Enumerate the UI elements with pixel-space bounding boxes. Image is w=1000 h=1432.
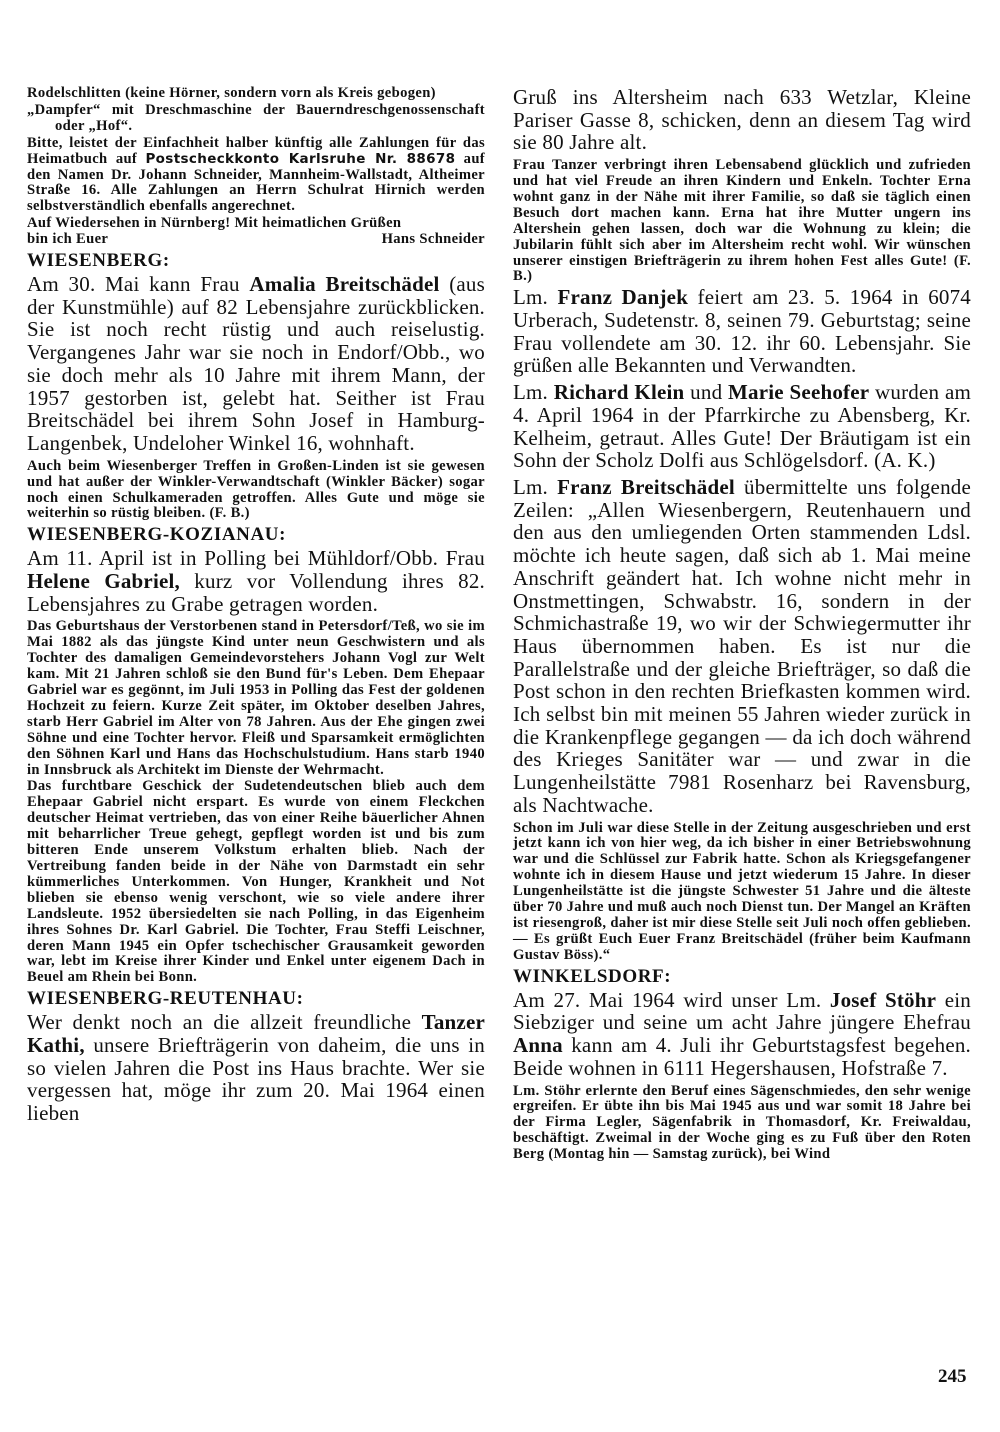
page-number: 245	[938, 1366, 967, 1387]
text-segment: Wer denkt noch an die allzeit freundliche	[27, 1010, 422, 1035]
text-segment: Rodelschlitten (keine Hörner, sondern vorn als Kreis gebogen)	[27, 85, 436, 101]
paragraph	[27, 1011, 485, 1125]
text-segment: übermittelte uns folgende Zeilen: „Allen Wiesenbergern, Reutenhauern und den aus den umliegenden Orten stammenden Ldsl. möchte ich heute sagen, daß sich ab 1. Mai meine Anschrift geändert hat. Ich wohne nicht mehr in Onstmettingen, Schwabstr. 16, sondern in der Schmichastraße 19, wo wir der Schwiegermutter ihr Haus übernommen haben. Es ist nur die Parallelstraße und der gleiche Briefträger, so daß die Post schon in den rechten Briefkasten kommen wird. Ich selbst bin mit meinen 55 Jahren wieder zurück in die Krankenpflege gegangen — da ich doch während des Krieges Sanitäter war — und zwar in die Lungenheilstätte 7981 Rosenharz bei Ravensburg, als Nachtwache.	[513, 474, 971, 817]
paragraph	[27, 459, 485, 523]
text-segment: auf den Namen Dr. Johann Schneider, Mannheim-Wallstadt, Altheimer Straße 16. Alle Zahlungen an Herrn Schulrat Hirnich werden selbstverständlich ebenfalls angerechnet.	[27, 150, 486, 215]
section-heading: WIESENBERG-REUTENHAU:	[27, 988, 304, 1010]
section-heading: WINKELSDORF:	[513, 965, 672, 987]
text-segment: Auch beim Wiesenberger Treffen in Großen-Linden ist sie gewesen und hat außer der Winkler-Verwandtschaft (Winkler Bäcker) sogar noch einen Schulkameraden getroffen. Alles Gute und möge sie weiterhin so rüstig bleiben. (F. B.)	[27, 457, 485, 522]
text-segment: Gruß ins Altersheim nach 633 Wetzlar, Kleine Pariser Gasse 8, schicken, denn an diesem Tag wird sie 80 Jahre alt.	[513, 85, 971, 155]
paragraph	[513, 158, 971, 285]
text-segment: Das furchtbare Geschick der Sudetendeutschen blieb auch dem Ehepaar Gabriel nicht erspart. Es wurde von einem Fleckchen deutscher Heimat vertrieben, das von einer Reihe bäuerlicher Ahnen mit beharrlicher Treue gehegt, gepflegt worden ist und bis zum bitteren Ende unserem Volkstum erhalten blieb. Nach der Vertreibung fanden beide in der Nähe von Darmstadt ein sehr kümmerliches Unterkommen. Von Hunger, Krankheit und Not blieben sie ebenso wenig verschont, wie so viele andere ihrer Landsleute. 1952 übersiedelten sie nach Polling, in das Eigenheim ihres Sohnes Dr. Karl Gabriel. Die Tochter, Frau Steffi Leischner, deren Mann 1945 ein Opfer tschechischer Grausamkeit geworden war, lebt im Kreise ihrer Kinder und Enkel unter eigenem Dach in Beuel am Rhein bei Bonn.	[27, 778, 485, 986]
paragraph	[513, 1084, 971, 1164]
paragraph	[27, 136, 485, 216]
closing-text: bin ich Euer	[27, 231, 109, 248]
section-heading: WIESENBERG:	[27, 250, 170, 272]
text-segment: „Dampfer“ mit Dreschmaschine der Bauerndreschgenossenschaft oder „Hof“.	[27, 101, 485, 134]
text-segment: Lm.	[513, 474, 558, 499]
text-segment: kann am 4. Juli ihr Geburtstagsfest begehen. Beide wohnen in 6111 Hegershausen, Hofstraße 7.	[513, 1033, 971, 1080]
text-segment: Lm.	[513, 380, 554, 405]
text-segment: Am 30. Mai kann Frau	[27, 272, 250, 297]
bold-name-text: Josef Stöhr	[829, 987, 937, 1012]
right-column	[513, 86, 971, 1164]
paragraph	[513, 86, 971, 154]
text-segment: unsere Briefträgerin von daheim, die uns in so vielen Jahren die Post ins Haus brachte. Wer sie vergessen hat, möge ihr zum 20. Mai 1964 einen lieben	[27, 1032, 485, 1126]
paragraph	[513, 476, 971, 817]
text-segment: Schon im Juli war diese Stelle in der Zeitung ausgeschrieben und erst jetzt kann ich von hier weg, da ich bisher in einer Betriebswohnung war und die Schlüssel zur Fabrik hatte. Schon als Kriegsgefangener wohnte ich in diesem Hause und jetzt wiederum 15 Jahre. In dieser Lungenheilstätte ist die jüngste Schwester 51 Jahre und die älteste über 70 Jahre und muß auch noch Dienst tun. Der Mangel an Kräften ist riesengroß, daher ist mir diese Stelle seit Juli noch offen geblieben. — Es grüßt Euch Euer Franz Breitschädel (früher beim Kaufmann Gustav Böss).“	[513, 819, 971, 963]
bold-name-text: Helene Gabriel,	[27, 569, 180, 594]
paragraph	[27, 547, 485, 615]
text-segment: Das Geburtshaus der Verstorbenen stand in Petersdorf/Teß, wo sie im Mai 1882 als das jüngste Kind unter neun Geschwistern und als Tochter des damaligen Gemeindevorstehers Johann Vogl zur Welt kam. Mit 21 Jahren schloß sie den Bund für's Leben. Dem Ehepaar Gabriel war es gegönnt, im Juli 1953 in Polling das Fest der goldenen Hochzeit zu feiern. Kurze Zeit später, im Oktober deselben Jahres, starb Herr Gabriel im Alter von 78 Jahren. Aus der Ehe gingen zwei Söhne und eine Tochter hervor. Fleiß und Sparsamkeit ermöglichten den Söhnen Karl und Hans das Hochschulstudium. Hans starb 1940 in Innsbruck als Architekt im Dienste der Wehrmacht.	[27, 618, 485, 778]
closing-line: Auf Wiedersehen in Nürnberg! Mit heimatlichen Grüßen	[27, 215, 402, 232]
text-segment: (aus der Kunstmühle) auf 82 Lebensjahre zurückblicken. Sie ist noch recht rüstig und auch reiselustig. Vergangenes Jahr war sie noch in Endorf/Obb., wo sie doch mehr als 10 Jahre mit ihrem Mann, der 1957 gestorben ist, gelebt hat. Seither ist Frau Breitschädel bei ihrem Sohn Josef in Hamburg-Langenbek, Undeloher Winkel 16, wohnhaft.	[27, 272, 485, 455]
bold-name-text: Tanzer Kathi,	[27, 1010, 485, 1057]
closing-signature-row	[27, 232, 485, 248]
text-segment: Am 11. April ist in Polling bei Mühldorf/Obb. Frau	[27, 546, 485, 571]
paragraph	[513, 381, 971, 472]
text-segment: Frau Tanzer verbringt ihren Lebensabend glücklich und zufrieden und hat viel Freude an ihren Kindern und Enkeln. Tochter Erna wohnt ganz in der Nähe mit ihrer Familie, so daß sie täglich einen Besuch dort machen kann. Erna hat ihre Mutter ungern ins Altershein gehen lassen, doch war die Wohnung zu klein; die Jubilarin fühlt sich aber im Altersheim recht wohl. Wir wünschen unserer einstigen Briefträgerin zu ihrem hohen Fest alles Gute! (F. B.)	[513, 157, 971, 285]
text-segment: Lm.	[513, 285, 558, 310]
text-segment: Lm. Stöhr erlernte den Beruf eines Sägenschmiedes, den sehr wenige ergreifen. Er übte ihn bis Mai 1945 aus und war somit 18 Jahre bei der Firma Legler, Sägenfabrik in Thomasdorf, Kr. Freiwaldau, beschäftigt. Zweimal in der Woche ging es zu Fuß über den Roten Berg (Montag hin — Samstag zurück), bei Wind	[513, 1082, 971, 1163]
paragraph	[513, 989, 971, 1080]
text-segment: feiert am 23. 5. 1964 in 6074 Urberach, Sudetenstr. 8, seinen 79. Geburtstag; seine Frau vollendete am 30. 12. ihr 60. Lebensjahr. Sie grüßen alle Bekannten und Verwandten.	[513, 285, 971, 378]
text-segment: und	[684, 380, 729, 405]
text-segment: kurz vor Vollendung ihres 82. Lebensjahres zu Grabe getragen worden.	[27, 569, 485, 616]
text-segment: wurden am 4. April 1964 in der Pfarrkirche zu Abensberg, Kr. Kelheim, getraut. Alles Gute! Der Bräutigam ist ein Sohn der Scholz Dolfi aus Schlögelsdorf. (A. K.)	[513, 380, 972, 473]
paragraph	[27, 779, 485, 986]
text-segment: Am 27. Mai 1964 wird unser Lm.	[513, 987, 830, 1012]
paragraph	[27, 273, 485, 455]
section-heading: WIESENBERG-KOZIANAU:	[27, 524, 287, 546]
text-segment: ein Siebziger und seine um acht Jahre jüngere Ehefrau	[513, 987, 972, 1035]
paragraph	[27, 86, 485, 102]
paragraph	[513, 286, 971, 377]
bold-name-text: Anna	[513, 1033, 563, 1058]
paragraph	[27, 619, 485, 778]
paragraph	[513, 821, 971, 964]
bold-name-text: Franz Breitschädel	[557, 474, 735, 499]
bold-name-text: Franz Danjek	[557, 285, 689, 310]
paragraph	[27, 103, 485, 135]
text-segment: Bitte, leistet der Einfachheit halber künftig alle Zahlungen für das Heimatbuch auf	[27, 134, 485, 167]
signature: Hans Schneider	[381, 231, 485, 248]
bold-name-text: Amalia Breitschädel	[249, 272, 440, 297]
bold-name-text: Postscheckkonto Karlsruhe Nr. 88678	[145, 150, 456, 167]
bold-name-text: Marie Seehofer	[728, 380, 870, 405]
left-column	[27, 86, 485, 1129]
bold-name-text: Richard Klein	[553, 380, 685, 405]
